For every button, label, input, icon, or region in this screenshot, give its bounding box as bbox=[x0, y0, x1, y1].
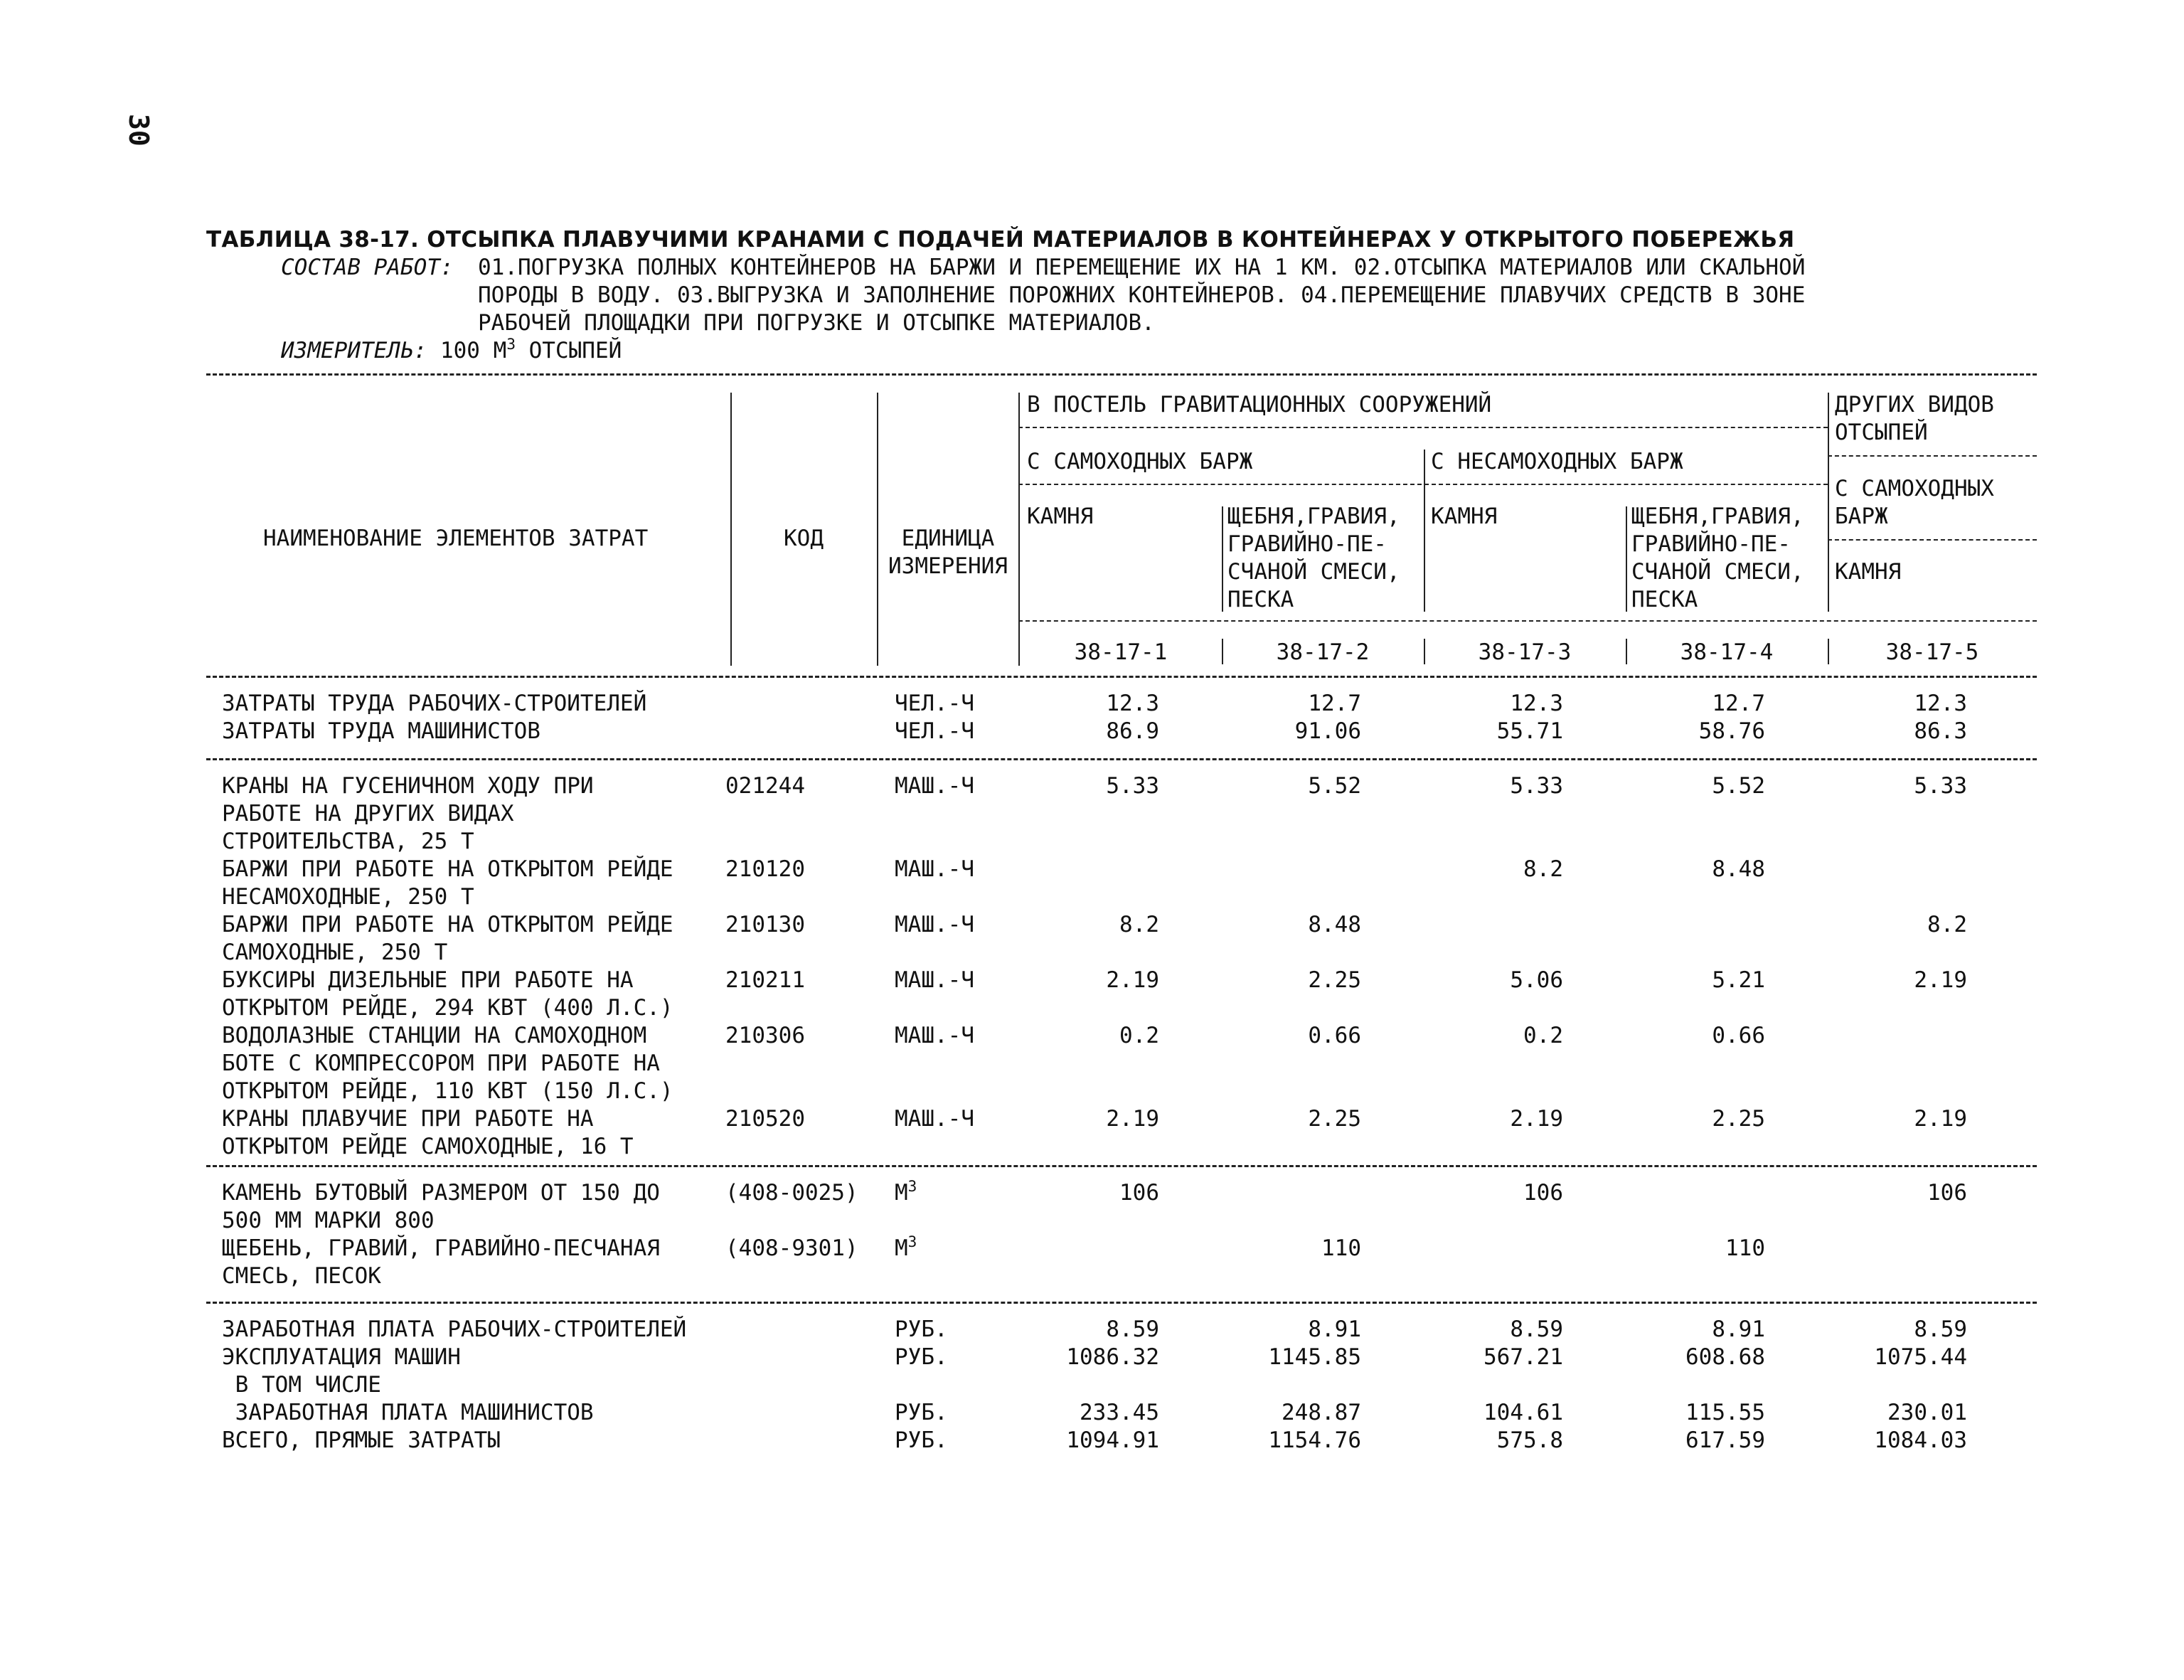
row-value: 2.25 bbox=[1308, 967, 1361, 993]
row-value: 12.3 bbox=[1510, 691, 1563, 716]
row-name: СТРОИТЕЛЬСТВА, 25 Т bbox=[222, 829, 474, 854]
composition-line-3: РАБОЧЕЙ ПЛОЩАДКИ ПРИ ПОГРУЗКЕ И ОТСЫПКЕ МАТЕРИАЛОВ. bbox=[478, 310, 1155, 336]
row-value: 8.59 bbox=[1914, 1317, 1967, 1342]
row-name: ЗАТРАТЫ ТРУДА РАБОЧИХ-СТРОИТЕЛЕЙ bbox=[222, 691, 647, 716]
row-name: ВСЕГО, ПРЯМЫЕ ЗАТРАТЫ bbox=[222, 1428, 501, 1453]
row-value: 106 bbox=[1523, 1180, 1563, 1206]
code-38-17-3: 38-17-3 bbox=[1478, 639, 1572, 665]
row-name: НЕСАМОХОДНЫЕ, 250 Т bbox=[222, 884, 474, 910]
row-value: 8.59 bbox=[1510, 1317, 1563, 1342]
row-unit: МАШ.-Ч bbox=[895, 773, 974, 799]
page-number: 30 bbox=[123, 114, 154, 147]
divider-col-4-5 bbox=[1828, 393, 1829, 612]
header-gravel-4-l3: СЧАНОЙ СМЕСИ, bbox=[1631, 559, 1804, 585]
unit-sup: 3 bbox=[907, 1178, 917, 1195]
row-value: 2.19 bbox=[1914, 967, 1967, 993]
header-gravel-4-l4: ПЕСКА bbox=[1631, 587, 1698, 612]
row-value: 8.59 bbox=[1106, 1317, 1159, 1342]
row-value: 110 bbox=[1725, 1235, 1765, 1261]
header-stone-3: КАМНЯ bbox=[1431, 504, 1498, 529]
header-code-col: КОД bbox=[784, 526, 824, 551]
header-sub-nonselfprop: С НЕСАМОХОДНЫХ БАРЖ bbox=[1431, 449, 1683, 474]
row-value: 0.2 bbox=[1119, 1023, 1159, 1048]
row-value: 86.9 bbox=[1106, 718, 1159, 744]
row-name: БАРЖИ ПРИ РАБОТЕ НА ОТКРЫТОМ РЕЙДЕ bbox=[222, 912, 673, 937]
header-gravel-2-l4: ПЕСКА bbox=[1227, 587, 1294, 612]
row-name: ОТКРЫТОМ РЕЙДЕ САМОХОДНЫЕ, 16 Т bbox=[222, 1134, 634, 1159]
row-value: 8.2 bbox=[1119, 912, 1159, 937]
row-value: 0.66 bbox=[1308, 1023, 1361, 1048]
row-unit: ЧЕЛ.-Ч bbox=[895, 691, 974, 716]
row-code: (408-9301) bbox=[725, 1235, 858, 1261]
row-value: 12.3 bbox=[1914, 691, 1967, 716]
row-value: 2.19 bbox=[1106, 967, 1159, 993]
row-value: 115.55 bbox=[1685, 1400, 1765, 1425]
composition-label: СОСТАВ РАБОТ: bbox=[281, 255, 454, 280]
row-code: 210211 bbox=[725, 967, 805, 993]
row-value: 1084.03 bbox=[1874, 1428, 1967, 1453]
header-dash-1 bbox=[1018, 427, 1828, 428]
measure-label: ИЗМЕРИТЕЛЬ: bbox=[281, 338, 427, 363]
row-value: 8.48 bbox=[1308, 912, 1361, 937]
row-value: 248.87 bbox=[1282, 1400, 1361, 1425]
row-name: 500 ММ МАРКИ 800 bbox=[222, 1208, 435, 1233]
row-value: 2.19 bbox=[1106, 1106, 1159, 1132]
header-gravel-2-l1: ЩЕБНЯ,ГРАВИЯ, bbox=[1227, 504, 1400, 529]
row-unit: МАШ.-Ч bbox=[895, 912, 974, 937]
row-value: 608.68 bbox=[1685, 1344, 1765, 1370]
code-38-17-2: 38-17-2 bbox=[1276, 639, 1370, 665]
header-gravel-4-l1: ЩЕБНЯ,ГРАВИЯ, bbox=[1631, 504, 1804, 529]
divider-name-code bbox=[730, 393, 732, 666]
row-value: 106 bbox=[1927, 1180, 1967, 1206]
header-gravel-2-l2: ГРАВИЙНО-ПЕ- bbox=[1227, 531, 1387, 557]
row-value: 86.3 bbox=[1914, 718, 1967, 744]
row-value: 617.59 bbox=[1685, 1428, 1765, 1453]
code-38-17-1: 38-17-1 bbox=[1074, 639, 1168, 665]
header-dash-2 bbox=[1018, 484, 1828, 485]
table-top-rule bbox=[206, 373, 2037, 376]
row-value: 8.2 bbox=[1927, 912, 1967, 937]
row-name: В ТОМ ЧИСЛЕ bbox=[222, 1372, 381, 1398]
row-value: 0.66 bbox=[1712, 1023, 1765, 1048]
row-unit: РУБ. bbox=[895, 1344, 948, 1370]
section-rule-3 bbox=[206, 1302, 2037, 1304]
composition-line-1: 01.ПОГРУЗКА ПОЛНЫХ КОНТЕЙНЕРОВ НА БАРЖИ И ПЕРЕМЕЩЕНИЕ ИХ НА 1 КМ. 02.ОТСЫПКА МАТЕРИАЛОВ ИЛИ СКАЛЬНОЙ bbox=[478, 255, 1806, 280]
header-stone-1: КАМНЯ bbox=[1027, 504, 1094, 529]
row-value: 12.7 bbox=[1308, 691, 1361, 716]
row-name: БОТЕ С КОМПРЕССОРОМ ПРИ РАБОТЕ НА bbox=[222, 1051, 660, 1076]
row-value: 5.21 bbox=[1712, 967, 1765, 993]
row-value: 58.76 bbox=[1698, 718, 1765, 744]
row-value: 8.91 bbox=[1308, 1317, 1361, 1342]
row-code: (408-0025) bbox=[725, 1180, 858, 1206]
row-value: 110 bbox=[1321, 1235, 1361, 1261]
header-gravel-4-l2: ГРАВИЙНО-ПЕ- bbox=[1631, 531, 1791, 557]
unit-base: М bbox=[895, 1180, 908, 1206]
header-dash-other-1 bbox=[1828, 455, 2037, 457]
row-unit: МАШ.-Ч bbox=[895, 967, 974, 993]
header-unit-col-1: ЕДИНИЦА bbox=[901, 526, 995, 551]
row-value: 8.2 bbox=[1523, 856, 1563, 882]
header-name-col: НАИМЕНОВАНИЕ ЭЛЕМЕНТОВ ЗАТРАТ bbox=[263, 526, 649, 551]
row-unit: РУБ. bbox=[895, 1428, 948, 1453]
row-name: СМЕСЬ, ПЕСОК bbox=[222, 1263, 381, 1289]
row-value: 12.3 bbox=[1106, 691, 1159, 716]
header-group-other-1: ДРУГИХ ВИДОВ bbox=[1835, 392, 1994, 418]
divider-col-3-4 bbox=[1626, 506, 1627, 612]
row-value: 2.19 bbox=[1510, 1106, 1563, 1132]
row-name: КРАНЫ ПЛАВУЧИЕ ПРИ РАБОТЕ НА bbox=[222, 1106, 594, 1132]
header-dash-other-2 bbox=[1828, 539, 2037, 541]
code-38-17-4: 38-17-4 bbox=[1680, 639, 1774, 665]
row-value: 106 bbox=[1119, 1180, 1159, 1206]
row-name: ЗАТРАТЫ ТРУДА МАШИНИСТОВ bbox=[222, 718, 540, 744]
row-name: САМОХОДНЫЕ, 250 Т bbox=[222, 940, 448, 965]
row-value: 8.91 bbox=[1712, 1317, 1765, 1342]
row-value: 91.06 bbox=[1294, 718, 1361, 744]
row-value: 1086.32 bbox=[1066, 1344, 1159, 1370]
row-value: 5.06 bbox=[1510, 967, 1563, 993]
header-bottom-rule bbox=[206, 676, 2037, 678]
divider-col-1-2 bbox=[1222, 506, 1223, 612]
row-value: 55.71 bbox=[1496, 718, 1563, 744]
header-sub-other-2: БАРЖ bbox=[1835, 504, 1888, 529]
measure-sup: 3 bbox=[506, 336, 516, 353]
row-name: ЭКСПЛУАТАЦИЯ МАШИН bbox=[222, 1344, 461, 1370]
row-value: 230.01 bbox=[1887, 1400, 1967, 1425]
row-value: 8.48 bbox=[1712, 856, 1765, 882]
row-value: 1154.76 bbox=[1268, 1428, 1361, 1453]
row-value: 5.33 bbox=[1106, 773, 1159, 799]
row-unit: МАШ.-Ч bbox=[895, 1023, 974, 1048]
row-value: 233.45 bbox=[1080, 1400, 1159, 1425]
header-dash-3 bbox=[1018, 620, 2037, 622]
row-value: 0.2 bbox=[1523, 1023, 1563, 1048]
row-name: ЗАРАБОТНАЯ ПЛАТА РАБОЧИХ-СТРОИТЕЛЕЙ bbox=[222, 1317, 687, 1342]
row-name: БУКСИРЫ ДИЗЕЛЬНЫЕ ПРИ РАБОТЕ НА bbox=[222, 967, 634, 993]
table-title: ТАБЛИЦА 38-17. ОТСЫПКА ПЛАВУЧИМИ КРАНАМИ С ПОДАЧЕЙ МАТЕРИАЛОВ В КОНТЕЙНЕРАХ У ОТКРЫТОГО ПОБЕРЕЖЬЯ bbox=[206, 227, 1795, 252]
row-value: 1094.91 bbox=[1066, 1428, 1159, 1453]
row-value: 2.19 bbox=[1914, 1106, 1967, 1132]
row-unit: МАШ.-Ч bbox=[895, 1106, 974, 1132]
row-unit bbox=[895, 1235, 917, 1262]
code-38-17-5: 38-17-5 bbox=[1885, 639, 1979, 665]
row-value: 2.25 bbox=[1712, 1106, 1765, 1132]
section-rule-1 bbox=[206, 758, 2037, 760]
row-unit: ЧЕЛ.-Ч bbox=[895, 718, 974, 744]
row-value: 1145.85 bbox=[1268, 1344, 1361, 1370]
row-value: 104.61 bbox=[1483, 1400, 1563, 1425]
measure-tail: ОТСЫПЕЙ bbox=[515, 338, 622, 363]
header-group-main: В ПОСТЕЛЬ ГРАВИТАЦИОННЫХ СООРУЖЕНИЙ bbox=[1027, 392, 1492, 418]
header-sub-selfprop: С САМОХОДНЫХ БАРЖ bbox=[1027, 449, 1253, 474]
row-value: 2.25 bbox=[1308, 1106, 1361, 1132]
row-value: 5.52 bbox=[1308, 773, 1361, 799]
row-name: КРАНЫ НА ГУСЕНИЧНОМ ХОДУ ПРИ bbox=[222, 773, 594, 799]
row-name: РАБОТЕ НА ДРУГИХ ВИДАХ bbox=[222, 801, 514, 826]
row-value: 575.8 bbox=[1496, 1428, 1563, 1453]
row-name: ОТКРЫТОМ РЕЙДЕ, 294 КВТ (400 Л.С.) bbox=[222, 995, 673, 1021]
row-unit bbox=[895, 1179, 917, 1206]
unit-sup: 3 bbox=[907, 1233, 917, 1250]
row-name: ВОДОЛАЗНЫЕ СТАНЦИИ НА САМОХОДНОМ bbox=[222, 1023, 647, 1048]
row-unit: РУБ. bbox=[895, 1317, 948, 1342]
divider-unit-data bbox=[1018, 393, 1020, 666]
header-stone-5: КАМНЯ bbox=[1835, 559, 1902, 585]
row-name: ЩЕБЕНЬ, ГРАВИЙ, ГРАВИЙНО-ПЕСЧАНАЯ bbox=[222, 1235, 660, 1261]
row-code: 210306 bbox=[725, 1023, 805, 1048]
row-name: ОТКРЫТОМ РЕЙДЕ, 110 КВТ (150 Л.С.) bbox=[222, 1078, 673, 1104]
measure-line bbox=[281, 337, 622, 364]
row-value: 1075.44 bbox=[1874, 1344, 1967, 1370]
row-code: 210130 bbox=[725, 912, 805, 937]
row-name: БАРЖИ ПРИ РАБОТЕ НА ОТКРЫТОМ РЕЙДЕ bbox=[222, 856, 673, 882]
row-unit: МАШ.-Ч bbox=[895, 856, 974, 882]
row-code: 021244 bbox=[725, 773, 805, 799]
row-name: ЗАРАБОТНАЯ ПЛАТА МАШИНИСТОВ bbox=[222, 1400, 594, 1425]
measure-value: 100 М bbox=[440, 338, 507, 363]
row-code: 210520 bbox=[725, 1106, 805, 1132]
row-unit: РУБ. bbox=[895, 1400, 948, 1425]
row-name: КАМЕНЬ БУТОВЫЙ РАЗМЕРОМ ОТ 150 ДО bbox=[222, 1180, 660, 1206]
row-value: 5.33 bbox=[1510, 773, 1563, 799]
row-value: 5.33 bbox=[1914, 773, 1967, 799]
row-value: 567.21 bbox=[1483, 1344, 1563, 1370]
row-value: 5.52 bbox=[1712, 773, 1765, 799]
header-unit-col-2: ИЗМЕРЕНИЯ bbox=[888, 553, 1008, 579]
header-sub-other-1: С САМОХОДНЫХ bbox=[1835, 476, 1994, 501]
divider-code-unit bbox=[877, 393, 878, 666]
section-rule-2 bbox=[206, 1165, 2037, 1167]
row-value: 12.7 bbox=[1712, 691, 1765, 716]
header-gravel-2-l3: СЧАНОЙ СМЕСИ, bbox=[1227, 559, 1400, 585]
composition-line-2: ПОРОДЫ В ВОДУ. 03.ВЫГРУЗКА И ЗАПОЛНЕНИЕ ПОРОЖНИХ КОНТЕЙНЕРОВ. 04.ПЕРЕМЕЩЕНИЕ ПЛАВУЧИХ СРЕДСТВ В ЗОНЕ bbox=[478, 282, 1806, 308]
unit-base: М bbox=[895, 1235, 908, 1261]
header-group-other-2: ОТСЫПЕЙ bbox=[1835, 420, 1928, 445]
divider-col-2-3 bbox=[1424, 450, 1425, 612]
row-code: 210120 bbox=[725, 856, 805, 882]
